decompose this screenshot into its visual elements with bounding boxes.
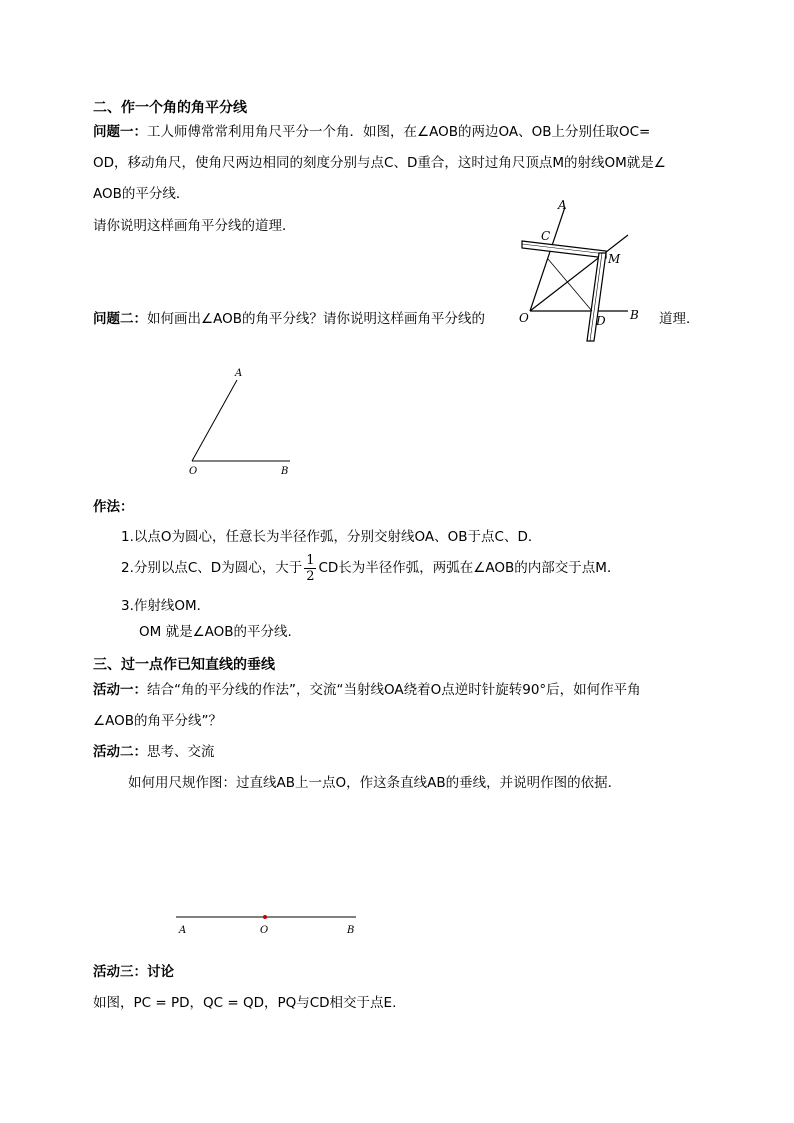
activity3-label: 活动三： [93,964,147,980]
activity1-label: 活动一： [93,682,147,698]
label-A: A [179,925,187,936]
fraction-half: $\frac{1}{2}$ [306,552,315,584]
problem1-line3: AOB的平分线． [93,186,190,202]
method-step1: 1.以点O为圆心，任意长为半径作弧，分别交射线OA、OB于点C、D． [121,529,542,545]
label-B: B [347,925,355,936]
method-conclusion: OM 就是∠AOB的平分线. [139,624,292,640]
activity1-line1: 活动一：结合“角的平分线的作法”，交流“当射线OA绕着O点逆时针旋转90°后，如何作平角 [93,682,641,698]
problem1-line1: 问题一：工人师傅常常利用角尺平分一个角．如图，在∠AOB的两边OA、OB上分别任取OC= [93,124,651,140]
problem1-line2: OD，移动角尺，使角尺两边相同的刻度分别与点C、D重合，这时过角尺顶点M的射线OM就是∠ [93,155,666,171]
square-ruler-figure [510,195,650,345]
label-O: O [260,925,269,936]
problem2-tail: 道理． [659,311,700,327]
problem1-question: 请你说明这样画角平分线的道理． [93,218,296,234]
label-D: D [596,314,606,328]
line-ab-figure [170,905,370,939]
label-O: O [189,466,198,477]
point-o [263,915,267,919]
activity2-detail: 如何用尺规作图：过直线AB上一点O，作这条直线AB的垂线，并说明作图的依据． [128,775,622,791]
activity3-line: 活动三：讨论 [93,964,174,980]
activity2-label: 活动二： [93,744,147,760]
label-A: A [558,198,567,212]
angle-aob-figure [180,362,300,482]
activity3-detail: 如图，PC = PD，QC = QD，PQ与CD相交于点E. [93,995,397,1011]
method-step2: 2.分别以点C、D为圆心，大于 $\frac{1}{2}$ CD长为半径作弧，两弧在∠AOB的内部交于点M． [121,552,621,584]
section-title-perpendicular: 三、过一点作已知直线的垂线 [93,657,275,673]
label-C: C [541,229,551,243]
method-label: 作法： [93,499,134,515]
label-M: M [608,252,621,266]
activity2-line: 活动二：思考、交流 [93,744,215,760]
method-step3: 3.作射线OM． [121,598,211,614]
problem2-line: 问题二：如何画出∠AOB的角平分线？请你说明这样画角平分线的 [93,311,485,327]
label-A: A [235,368,243,379]
label-O: O [519,311,529,325]
activity1-line2: ∠AOB的角平分线”？ [93,713,222,729]
problem1-label: 问题一： [93,124,147,140]
label-B: B [630,308,639,322]
section-title-angle-bisector: 二、作一个角的角平分线 [93,100,247,116]
problem2-label: 问题二： [93,311,147,327]
label-B: B [281,466,289,477]
